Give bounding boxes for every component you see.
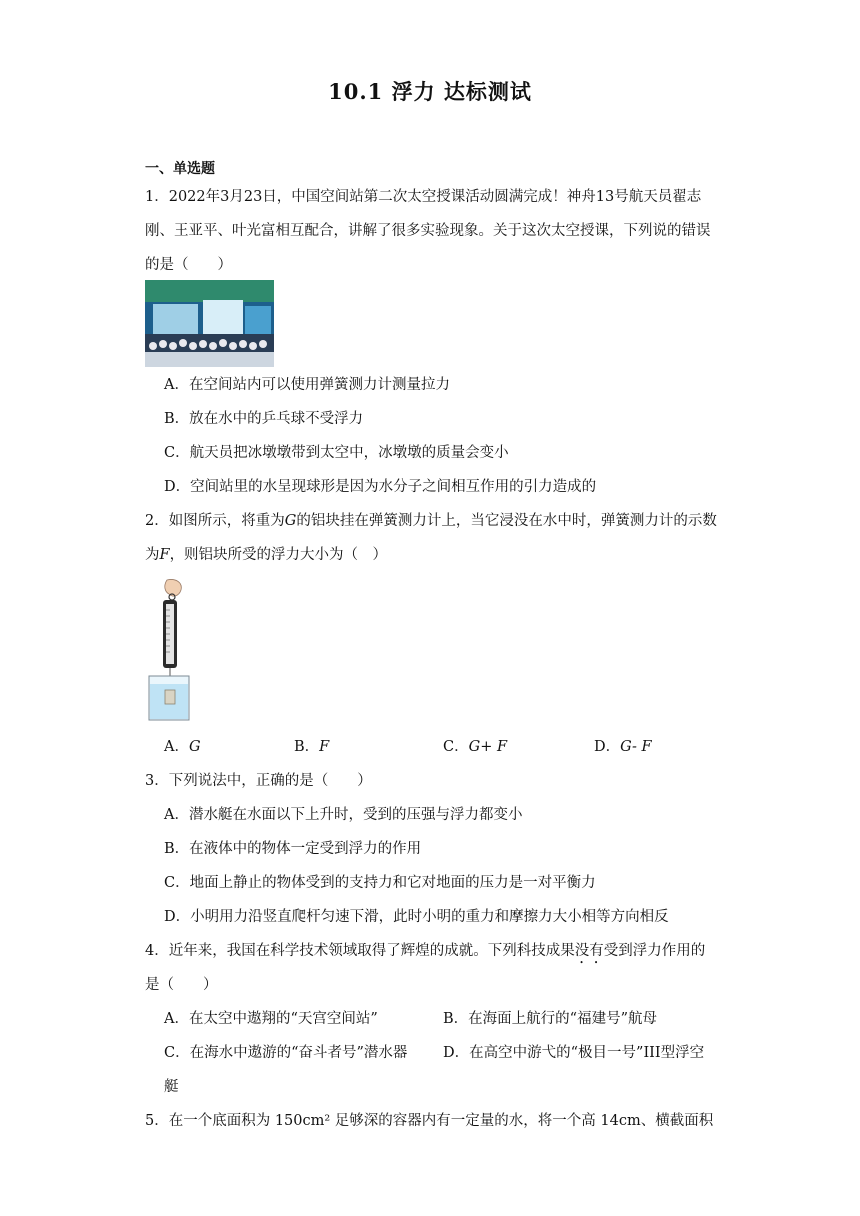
question-4-option-d: D．在高空中游弋的“极目一号”III型浮空艇 [164,1045,705,1095]
question-3-option-a: A．潜水艇在水面以下上升时，受到的压强与浮力都变小 [164,807,523,823]
question-2-option-b-label: B． [294,739,320,755]
question-3-stem: 3．下列说法中，正确的是（ ） [145,773,372,789]
question-4-stem-text-a: 4．近年来，我国在科学技术领域取得了辉煌的成就。下列科技成果 [145,943,575,959]
question-2-option-a-label: A． [164,739,189,755]
question-2-stem-text-a: 2．如图所示，将重为 [145,513,285,529]
question-2-option-d [594,730,652,764]
section-heading: 一、单选题 [145,161,215,177]
question-2-option-b [294,730,329,764]
question-1-option-c: C．航天员把冰墩墩带到太空中，冰墩墩的质量会变小 [164,445,509,461]
question-3-option-d: D．小明用力沿竖直爬杆匀速下滑，此时小明的重力和摩擦力大小相等方向相反 [164,909,669,925]
question-2-symbol-g: G [284,513,297,529]
question-1-option-d: D．空间站里的水呈现球形是因为水分子之间相互作用的引力造成的 [164,479,597,495]
question-4-option-a: A．在太空中遨翔的“天宫空间站” [164,1011,378,1027]
question-2-option-b-value: F [319,739,330,755]
question-3-option-b: B．在液体中的物体一定受到浮力的作用 [164,841,422,857]
page-title: 10.1 浮力 达标测试 [328,79,532,104]
question-4-option-c: C．在海水中遨游的“奋斗者号”潜水器 [164,1045,408,1061]
question-4-option-b: B．在海面上航行的“福建号”航母 [443,1011,657,1027]
question-2-option-d-label: D． [594,739,621,755]
question-1-stem: 1．2022年3月23日，中国空间站第二次太空授课活动圆满完成！神舟13号航天员翟志刚、王亚平、叶光富相互配合，讲解了很多实验现象。关于这次太空授课，下列说的错误的是（ ） [145,189,711,273]
question-3-option-c: C．地面上静止的物体受到的支持力和它对地面的压力是一对平衡力 [164,875,596,891]
question-2-option-c [443,730,507,764]
question-4-stem-text-b: 受到浮力作用的是（ ） [145,943,706,993]
question-2-stem [145,504,717,572]
question-2-option-c-label: C． [443,739,469,755]
spring-scale-figure [145,578,193,722]
question-2-stem-text-c: ，则铝块所受的浮力大小为（ ） [169,547,388,563]
question-2-option-d-value: G- F [620,739,652,755]
question-5-stem: 5．在一个底面积为 150cm² 足够深的容器内有一定量的水，将一个高 14cm、横截面积 [145,1113,714,1129]
question-2-option-a [164,730,201,764]
question-4-emphasis: 没有 [574,943,604,959]
classroom-photo [145,280,274,367]
question-2-stem-text-b: 的铝块挂在弹簧测力计上，当它浸没在水中时，弹簧测力计的示数为 [145,513,717,563]
question-2-symbol-f: F [159,547,170,563]
question-4-stem [145,934,717,1002]
question-1-option-b: B．放在水中的乒乓球不受浮力 [164,411,364,427]
question-1-option-a: A．在空间站内可以使用弹簧测力计测量拉力 [164,377,450,393]
question-2-option-a-value: G [188,739,201,755]
question-2-option-c-value: G+ F [468,739,508,755]
